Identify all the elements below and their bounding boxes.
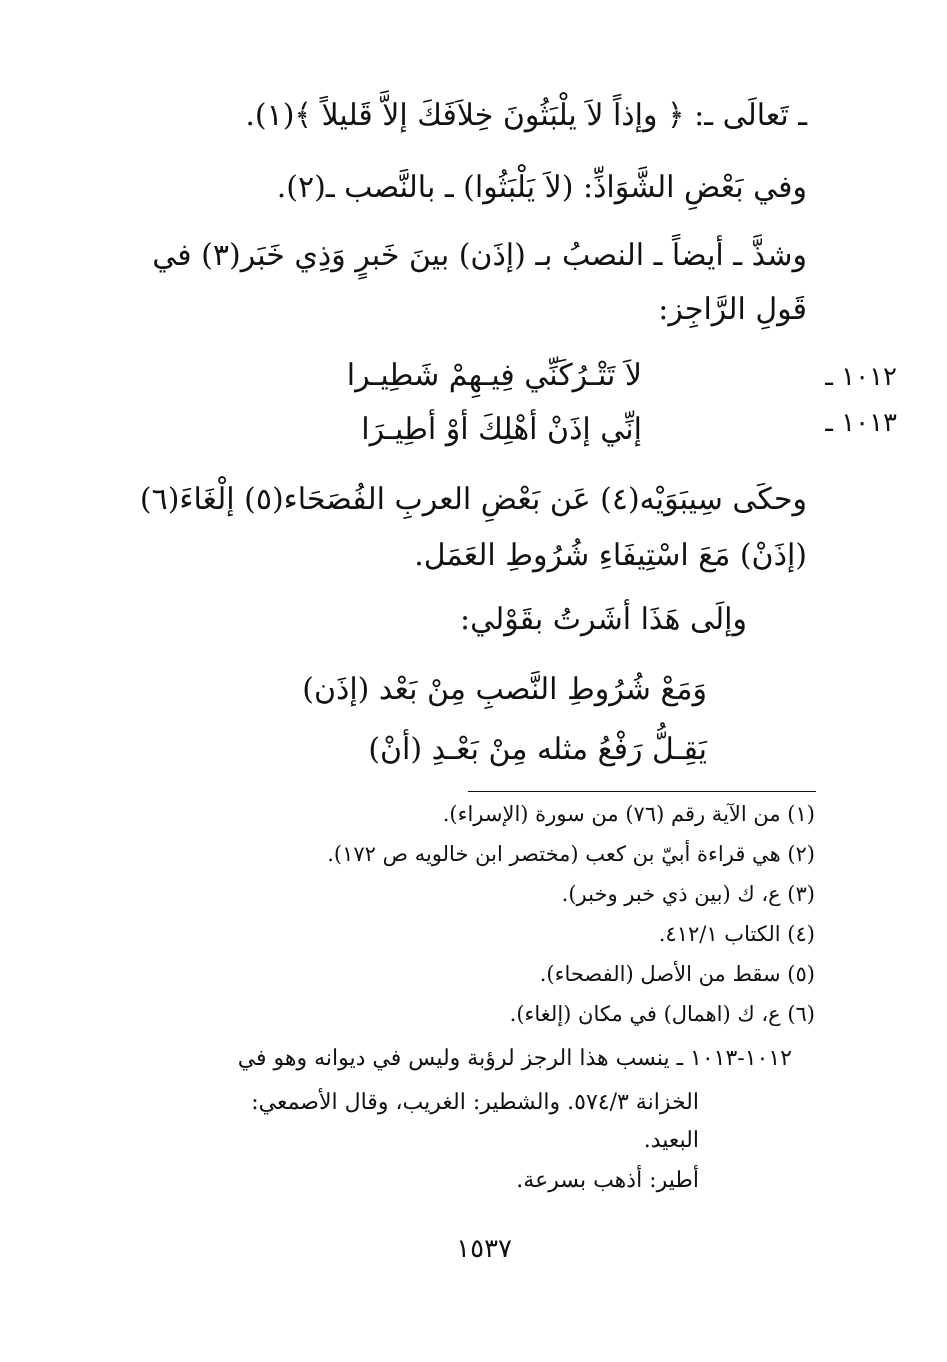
verse-note-line: الخزانة ٥٧٤/٣. والشطير: الغريب، وقال الأصمعي: <box>251 1090 699 1115</box>
footnote-separator <box>468 791 816 792</box>
verse-number: ١٠١٣ ـ <box>825 408 897 438</box>
footnote: (٦) ع، ك (اهمال) في مكان (إلغاء). <box>509 1002 815 1026</box>
verse-line: إنِّي إذَنْ أهْلِكَ أوْ أطِيـرَا <box>361 412 642 447</box>
body-line-6: (إذَنْ) مَعَ اسْتِيفَاءِ شُرُوطِ العَمَل. <box>414 538 807 573</box>
poem-line: وَمَعْ شُرُوطِ النَّصبِ مِنْ بَعْد (إذَن) <box>302 672 707 707</box>
footnote: (٤) الكتاب ٤١٢/١. <box>658 922 815 946</box>
poem-line: يَقِـلُّ رَفْعُ مثله مِنْ بَعْـدِ (أنْ) <box>368 732 707 767</box>
verse-note-line: البعيد. <box>643 1128 699 1153</box>
body-line-4: قَولِ الرَّاجِز: <box>658 292 807 327</box>
body-line-2: وفي بَعْضِ الشَّوَاذِّ: (لاَ يَلْبَثُوا) ـ بالنَّصب ـ(٢). <box>276 170 807 205</box>
footnote: (٢) هي قراءة أبيّ بن كعب (مختصر ابن خالويه ص ١٧٢). <box>327 842 815 866</box>
verse-note-line: أطير: أذهب بسرعة. <box>516 1168 699 1193</box>
footnote: (٣) ع، ك (بين ذي خبر وخبر). <box>561 882 815 906</box>
body-line-1: ـ تَعالَى ـ: ﴿ وإذاً لاَ يلْبَثُونَ خِلاَفَكَ إلاَّ قَليلاً ﴾(١). <box>245 98 807 133</box>
verse-number: ١٠١٢ ـ <box>825 362 897 392</box>
verse-line: لاَ تَتْـرُكَنِّي فِيـهِمْ شَطِيـرا <box>346 358 642 393</box>
footnote: (١) من الآية رقم (٧٦) من سورة (الإسراء). <box>442 802 815 826</box>
body-line-5: وحكَى سِيبَوَيْه(٤) عَن بَعْضِ العربِ الفُصَحَاء(٥) إلْغَاءَ(٦) <box>139 482 807 517</box>
body-line-3: وشذَّ ـ أيضاً ـ النصبُ بـ (إذَن) بينَ خَبرٍ وَذِي خَبَر(٣) في <box>152 238 807 273</box>
verse-note-line: ١٠١٢-١٠١٣ ـ ينسب هذا الرجز لرؤبة وليس في ديوانه وهو في <box>237 1046 792 1071</box>
footnote: (٥) سقط من الأصل (الفصحاء). <box>539 962 815 986</box>
page-number: ١٥٣٧ <box>456 1234 512 1264</box>
body-line-7: وإلَى هَذَا أشَرتُ بقَوْلي: <box>459 602 747 637</box>
